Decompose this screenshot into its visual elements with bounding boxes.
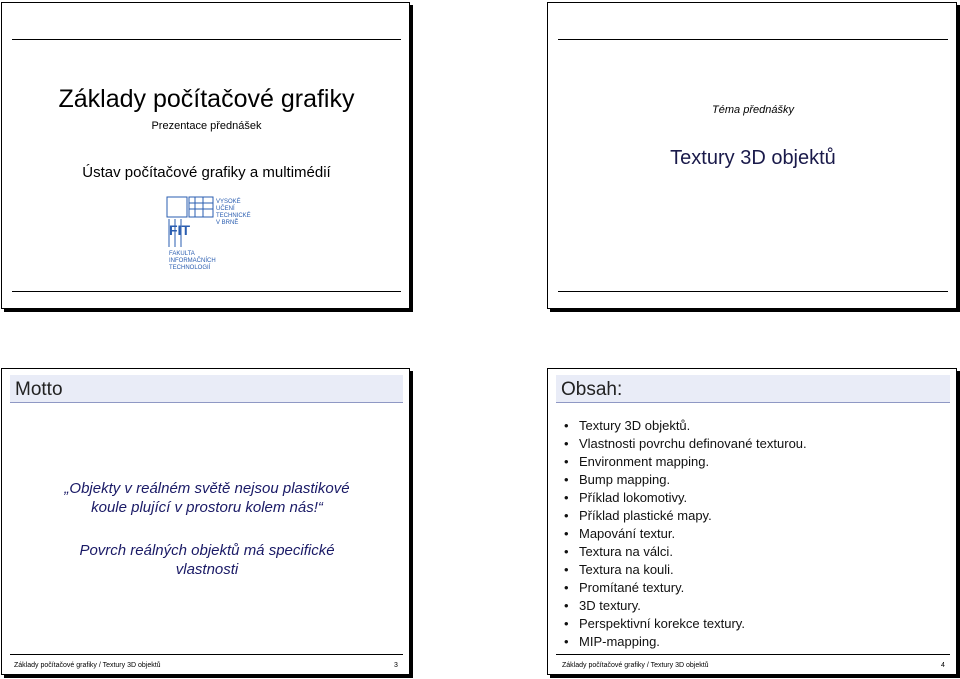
contents-item: • Environment mapping. — [562, 453, 807, 471]
footer-text: Základy počítačové grafiky / Textury 3D objektů — [562, 662, 709, 669]
topic-title: Textury 3D objektů — [670, 147, 836, 169]
contents-item: • Příklad plastické mapy. — [562, 507, 807, 525]
svg-text:TECHNICKÉ: TECHNICKÉ — [216, 213, 251, 219]
motto-quote: „Objekty v reálném světě nejsou plastikové koule plující v prostoru kolem nás!“ — [64, 480, 350, 516]
contents-item: • 3D textury. — [562, 597, 807, 615]
svg-text:V BRNĚ: V BRNĚ — [216, 220, 239, 226]
bottom-rule — [558, 291, 948, 292]
slide-header — [556, 375, 950, 403]
slide-heading: Obsah: — [561, 379, 623, 400]
slide-title — [1, 2, 410, 309]
contents-item: • Textury 3D objektů. — [562, 417, 807, 435]
contents-item: • Mapování textur. — [562, 525, 807, 543]
footer-rule — [556, 654, 950, 655]
footer-text: Základy počítačové grafiky / Textury 3D objektů — [14, 662, 161, 669]
logo-mark: FIT — [169, 222, 190, 238]
bottom-rule — [12, 291, 401, 292]
slide-contents — [547, 368, 957, 675]
presentation-title: Základy počítačové grafiky — [58, 85, 355, 113]
fit-logo-graphic — [165, 195, 255, 273]
slide-topic — [547, 2, 957, 309]
contents-item: • Příklad lokomotivy. — [562, 489, 807, 507]
svg-text:UČENÍ: UČENÍ — [216, 206, 235, 212]
svg-text:VYSOKÉ: VYSOKÉ — [216, 199, 241, 205]
contents-item: • Vlastnosti povrchu definované texturou. — [562, 435, 807, 453]
slide-heading: Motto — [15, 379, 63, 400]
institute-name: Ústav počítačové grafiky a multimédií — [82, 164, 331, 181]
svg-text:TECHNOLOGIÍ: TECHNOLOGIÍ — [169, 265, 211, 271]
contents-item: • Bump mapping. — [562, 471, 807, 489]
page-number: 3 — [394, 662, 398, 669]
footer-rule — [10, 654, 403, 655]
top-rule — [558, 39, 948, 40]
svg-text:FAKULTA: FAKULTA — [169, 251, 195, 257]
top-rule — [12, 39, 401, 40]
page-number: 4 — [941, 662, 945, 669]
contents-item: • Perspektivní korekce textury. — [562, 615, 807, 633]
contents-item: • Textura na kouli. — [562, 561, 807, 579]
contents-list — [562, 417, 807, 651]
slide-motto — [1, 368, 410, 675]
contents-item: • MIP-mapping. — [562, 633, 807, 651]
topic-label: Téma přednášky — [712, 104, 794, 116]
svg-text:INFORMAČNÍCH: INFORMAČNÍCH — [169, 258, 216, 264]
contents-item: • Textura na válci. — [562, 543, 807, 561]
slide-header — [10, 375, 403, 403]
fit-logo — [165, 195, 255, 278]
motto-statement: Povrch reálných objektů má specifické vlastnosti — [79, 542, 335, 578]
contents-item: • Promítané textury. — [562, 579, 807, 597]
presentation-subtitle: Prezentace přednášek — [151, 120, 262, 132]
